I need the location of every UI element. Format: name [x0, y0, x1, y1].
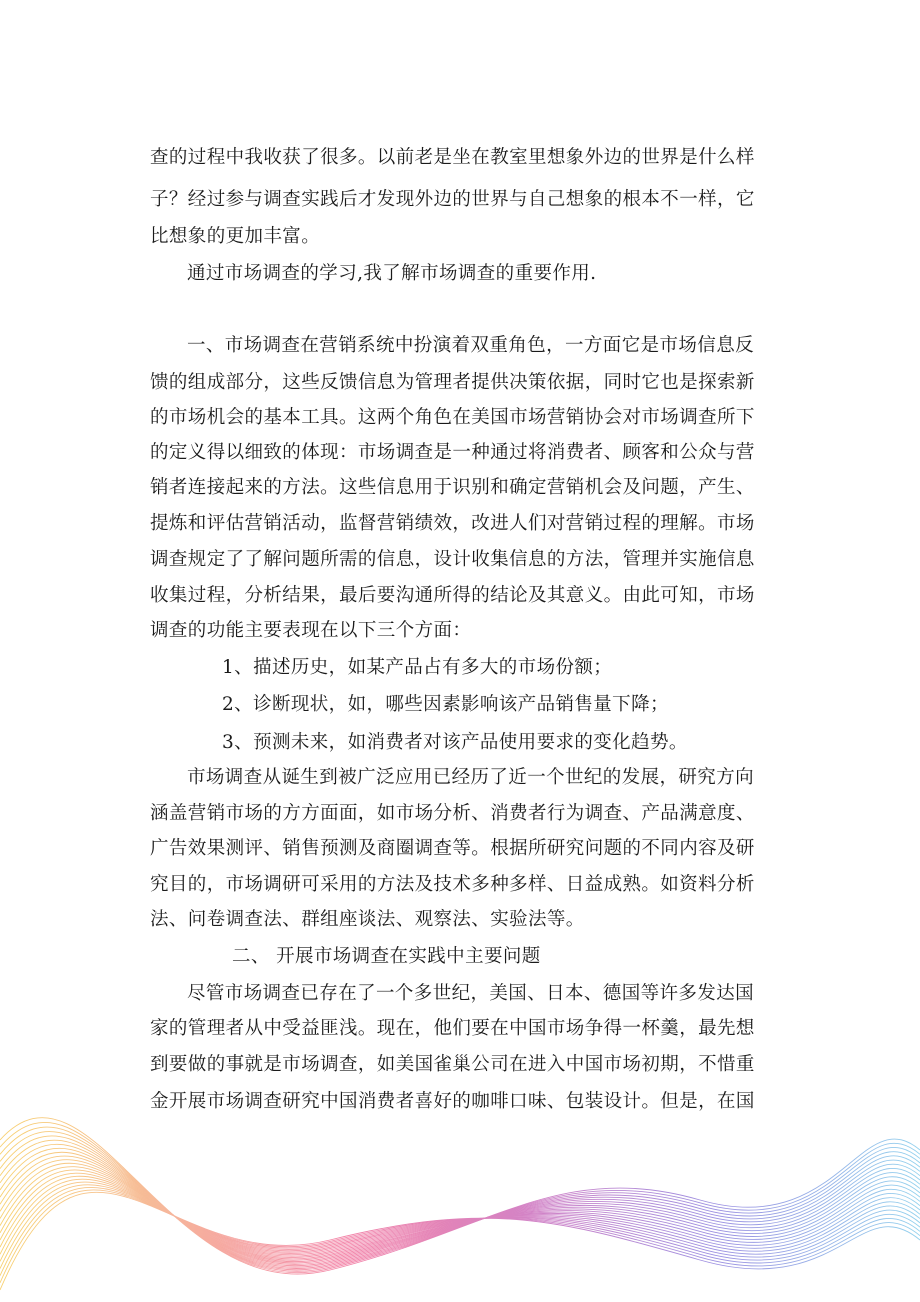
decorative-wave-graphic	[0, 1080, 920, 1302]
text-line: 广告效果测评、销售预测及商圈调查等。根据所研究问题的不同内容及研	[150, 838, 755, 859]
text-line: 法、问卷调查法、群组座谈法、观察法、实验法等。	[150, 909, 585, 930]
text-line: 通过市场调查的学习,我了解市场调查的重要作用.	[187, 263, 597, 284]
text-line: 比想象的更加丰富。	[150, 226, 321, 247]
text-line: 子？经过参与调查实践后才发现外边的世界与自己想象的根本不一样，它	[150, 189, 755, 210]
list-item: 3、预测未来，如消费者对该产品使用要求的变化趋势。	[222, 732, 688, 753]
text-line: 的定义得以细致的体现：市场调查是一种通过将消费者、顾客和公众与营	[150, 442, 755, 463]
list-item: 2、诊断现状，如，哪些因素影响该产品销售量下降；	[222, 694, 669, 715]
wave-line	[0, 1163, 920, 1259]
text-line: 销者连接起来的方法。这些信息用于识别和确定营销机会及问题，产生、	[150, 477, 755, 498]
wave-line	[0, 1140, 920, 1267]
list-item: 1、描述历史，如某产品占有多大的市场份额；	[222, 657, 613, 678]
text-line: 家的管理者从中受益匪浅。现在，他们要在中国市场争得一杯羹，最先想	[150, 1018, 755, 1039]
text-line: 到要做的事就是市场调查，如美国雀巢公司在进入中国市场初期，不惜重	[150, 1054, 755, 1075]
text-line: 调查规定了了解问题所需的信息，设计收集信息的方法，管理并实施信息	[150, 549, 755, 570]
text-line: 调查的功能主要表现在以下三个方面：	[150, 620, 472, 641]
section-heading-2: 二、 开展市场调查在实践中主要问题	[232, 946, 541, 967]
text-line: 究目的，市场调研可采用的方法及技术多种多样、日益成熟。如资料分析	[150, 874, 755, 895]
text-line: 馈的组成部分，这些反馈信息为管理者提供决策依据，同时它也是探索新	[150, 372, 755, 393]
wave-line	[0, 1144, 920, 1266]
text-line: 查的过程中我收获了很多。以前老是坐在教室里想象外边的世界是什么样	[150, 147, 755, 168]
text-line: 的市场机会的基本工具。这两个角色在美国市场营销协会对市场调查所下	[150, 407, 755, 428]
text-line: 市场调查从诞生到被广泛应用已经历了近一个世纪的发展，研究方向	[187, 767, 755, 788]
text-line: 尽管市场调查已存在了一个多世纪，美国、日本、德国等许多发达国	[187, 983, 755, 1004]
text-line: 提炼和评估营销活动，监督营销绩效，改进人们对营销过程的理解。市场	[150, 513, 755, 534]
section-heading-1: 一、市场调查在营销系统中扮演着双重角色，一方面它是市场信息反	[187, 335, 755, 356]
wave-line	[0, 1160, 920, 1261]
wave-line	[0, 1192, 920, 1290]
wave-line	[0, 1152, 920, 1263]
text-line: 金开展市场调查研究中国消费者喜好的咖啡口味、包装设计。但是，在国	[150, 1091, 755, 1112]
text-line: 涵盖营销市场的方方面面，如市场分析、消费者行为调查、产品满意度、	[150, 803, 755, 824]
text-line: 收集过程，分析结果，最后要沟通所得的结论及其意义。由此可知，市场	[150, 585, 755, 606]
